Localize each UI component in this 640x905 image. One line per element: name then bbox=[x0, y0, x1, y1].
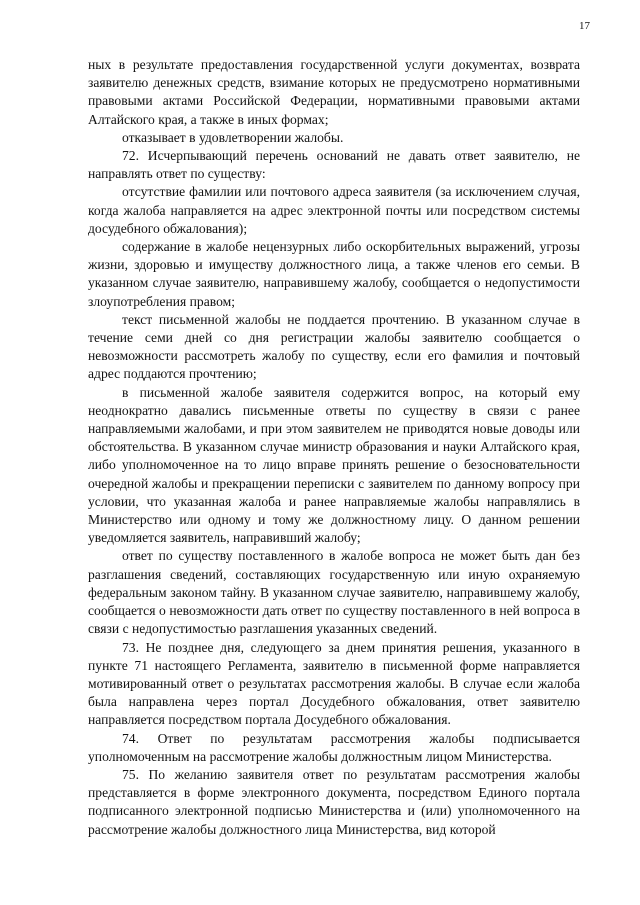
page-number: 17 bbox=[579, 20, 590, 32]
paragraph: отсутствие фамилии или почтового адреса заявителя (за исключением случая, когда жалоба направляется на адрес электронной почты или посредством системы досудебного обжалования); bbox=[88, 184, 580, 236]
paragraph: содержание в жалобе нецензурных либо оскорбительных выражений, угрозы жизни, здоровью и имуществу должностного лица, а также членов его семьи. В указанном случае заявителю, направившему жалобу, сообщается о недопустимости злоупотребления правом; bbox=[88, 239, 580, 309]
paragraph: 75. По желанию заявителя ответ по результатам рассмотрения жалобы представляется в форме электронного документа, посредством Единого портала подписанного электронной подписью Министерства и (или) уполномоченного на рассмотрение жалобы должностного лица Министерства, вид которой bbox=[88, 766, 580, 837]
paragraph: текст письменной жалобы не поддается прочтению. В указанном случае в течение семи дней со дня регистрации жалобы заявителю сообщается о невозможности рассмотреть жалобу по существу, если его фамилия и почтовый адрес поддаются прочтению; bbox=[88, 311, 580, 382]
paragraph: отказывает в удовлетворении жалобы. bbox=[122, 129, 344, 145]
paragraph: ответ по существу поставленного в жалобе вопроса не может быть дан без разглашения сведений, составляющих государственную или иную охраняемую федеральным законом тайну. В указанном случае заявителю, направившему жалобу, сообщается о невозможности дать ответ по существу поставленного в ней вопроса в связи с недопустимостью разглашения указанных сведений. bbox=[88, 548, 580, 637]
document-body bbox=[88, 56, 580, 839]
paragraph: 73. Не позднее дня, следующего за днем принятия решения, указанного в пункте 71 настоящего Регламента, заявителю в письменной форме направляется мотивированный ответ о результатах рассмотрения жалобы. В случае если жалоба была направлена через портал Досудебного обжалования, ответ заявителю направляется посредством портала Досудебного обжалования. bbox=[88, 639, 580, 728]
paragraph: в письменной жалобе заявителя содержится вопрос, на который ему неоднократно давались письменные ответы по существу в связи с ранее направляемыми жалобами, и при этом заявителем не приводятся новые доводы или обстоятельства. В указанном случае министр образования и науки Алтайского края, либо уполномоченное на то лицо вправе принять решение о безосновательности очередной жалобы и прекращении переписки с заявителем по данному вопросу при условии, что указанная жалоба и ранее направляемые жалобы направлялись в Министерство или одному и тому же должностному лицу. О данном решении уведомляется заявитель, направивший жалобу; bbox=[88, 384, 580, 546]
paragraph: 74. Ответ по результатам рассмотрения жалобы подписывается уполномоченным на рассмотрение жалобы должностным лицом Министерства. bbox=[88, 730, 580, 764]
paragraph: ных в результате предоставления государственной услуги документах, возврата заявителю денежных средств, взимание которых не предусмотрено нормативными правовыми актами Российской Федерации, нормативными правовыми актами Алтайского края, а также в иных формах; bbox=[88, 57, 580, 127]
paragraph: 72. Исчерпывающий перечень оснований не давать ответ заявителю, не направлять ответ по существу: bbox=[88, 148, 580, 182]
